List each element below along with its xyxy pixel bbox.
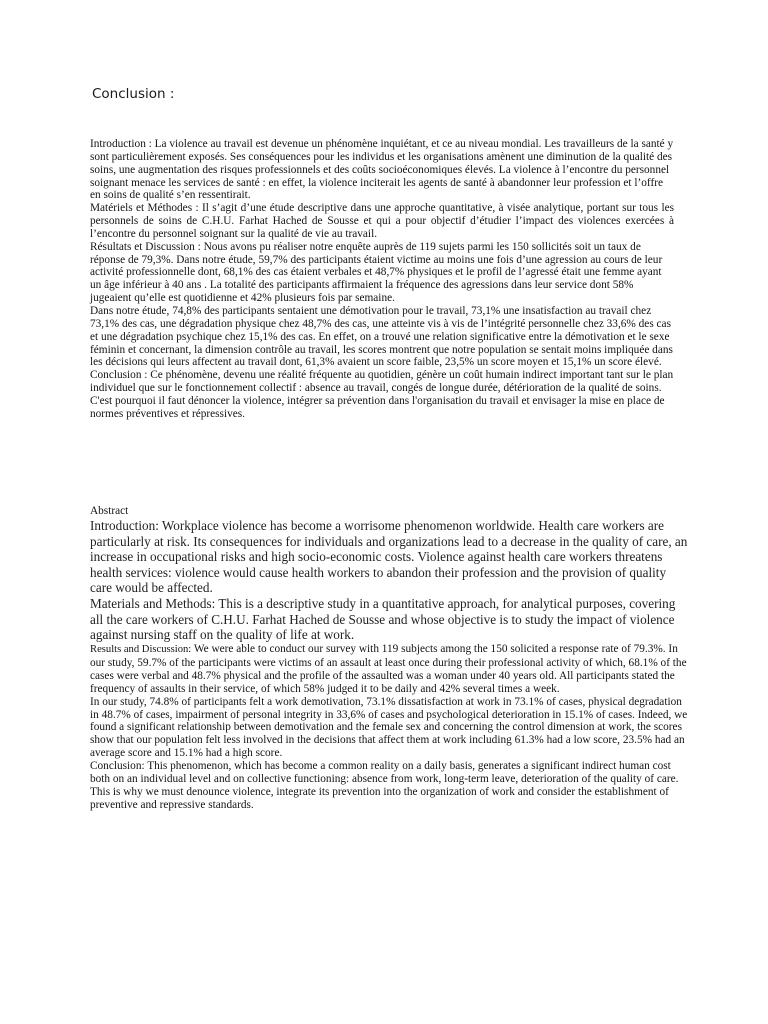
french-methods: Matériels et Méthodes : Il s’agit d’une étude descriptive dans une approche quantitative, à visée analytique, portant sur tous les personnels de soins de C.H.U. Farhat Hached de Sousse et qui a pour objectif d’étudier l’impact des violences exercées à l’encontre du personnel soignant sur la qualité de vie au travail. bbox=[90, 202, 674, 240]
english-conclusion: Conclusion: This phenomenon, which has become a common reality on a daily basis, generates a significant indirect human cost both on an individual level and on collective functioning: absence from work, long-term leave, deterioration of the quality of care. This is why we must denounce violence, integrate its prevention into the organization of work and consider the establishment of preventive and repressive standards. bbox=[90, 760, 679, 811]
english-abstract-intro bbox=[90, 518, 690, 643]
english-results-text: We were able to conduct our survey with 119 subjects among the 150 solicited a response rate of 79.3%. In our study, 59.7% of the participants were victims of an assault at least once during their professional activity of which, 68.1% of the cases were verbal and 48.7% physical and the profile of the assaulted was a woman under 40 years old. All participants stated the frequency of assaults in their service, of which 58% judged it to be daily and 42% several times a week. bbox=[90, 643, 687, 695]
english-results bbox=[90, 643, 690, 696]
page-heading: Conclusion : bbox=[92, 86, 175, 102]
french-summary bbox=[90, 138, 674, 421]
french-results-continued: Dans notre étude, 74,8% des participants sentaient une démotivation pour le travail, 73,1% une insatisfaction au travail chez 73,1% des cas, une dégradation physique chez 48,7% des cas, une atteinte vis à vis de l’intégrité personnelle chez 33,6% des cas et une dégradation psychique chez 15,1% des cas. En effet, on a trouvé une relation significative entre la démotivation et le sexe féminin et concernant, la dimension contrôle au travail, les scores montrent que notre population se sentait moins impliquée dans les décisions qui leurs affectent au travail dont, 61,3% avaient un score faible, 23,5% un score moyen et 15,1% un score élevé. bbox=[90, 304, 673, 369]
english-results-label: Results and Discussion: bbox=[90, 644, 192, 655]
english-results-continued: In our study, 74.8% of participants felt a work demotivation, 73.1% dissatisfaction at work in 73.1% of cases, physical degradation in 48.7% of cases, impairment of personal integrity in 33,6% of cases and psychological deterioration in 15.1% of cases. Indeed, we found a significant relationship between demotivation and the female sex and concerning the control dimension at work, the scores show that our population felt less involved in the decisions that affect them at work including 61.3% had a low score, 23.5% had an average score and 15.1% had a high score. bbox=[90, 695, 688, 760]
abstract-heading: Abstract bbox=[90, 505, 129, 517]
french-conclusion: Conclusion : Ce phénomène, devenu une réalité fréquente au quotidien, génère un coût humain indirect important tant sur le plan individuel que sur le fonctionnement collectif : absence au travail, congés de longue durée, détérioration de la qualité de soins. C'est pourquoi il faut dénoncer la violence, intégrer sa prévention dans l'organisation du travail et envisager la mise en place de normes préventives et répressives. bbox=[90, 369, 674, 420]
french-introduction: Introduction : La violence au travail est devenue un phénomène inquiétant, et ce au niveau mondial. Les travailleurs de la santé y sont particulièrement exposés. Ses conséquences pour les individus et les organisations amènent une diminution de la qualité des soins, une augmentation des risques professionnels et des coûts socioéconomiques élevés. La violence à l’encontre du personnel soignant menace les services de santé : en effet, la violence inciterait les agents de santé à abandonner leur profession et l’offre en soins de qualité s’en ressentirait. bbox=[90, 138, 674, 202]
english-abstract-body bbox=[90, 643, 690, 812]
english-methods: Materials and Methods: This is a descriptive study in a quantitative approach, for analytical purposes, covering all the care workers of C.H.U. Farhat Hached de Sousse and whose objective is to study the impact of violence against nursing staff on the quality of life at work. bbox=[90, 595, 676, 643]
french-results: Résultats et Discussion : Nous avons pu réaliser notre enquête auprès de 119 sujets parmi les 150 sollicités soit un taux de réponse de 79,3%. Dans notre étude, 59,7% des participants étaient victime au moins une fois d’une agression au cours de leur activité professionnelle dont, 68,1% des cas étaient verbales et 48,7% physiques et le profil de l’agressé était une femme ayant un âge inférieur à 40 ans . La totalité des participants affirmaient la fréquence des agressions dans leur service dont 58% jugeaient qu’elle est quotidienne et 42% plusieurs fois par semaine. bbox=[90, 240, 663, 305]
english-introduction: Introduction: Workplace violence has become a worrisome phenomenon worldwide. Health care workers are particularly at risk. Its consequences for individuals and organizations lead to a decrease in the quality of care, an increase in occupational risks and high socio-economic costs. Violence against health care workers threatens health services: violence would cause health workers to abandon their profession and the provision of quality care would be affected. bbox=[90, 518, 688, 596]
